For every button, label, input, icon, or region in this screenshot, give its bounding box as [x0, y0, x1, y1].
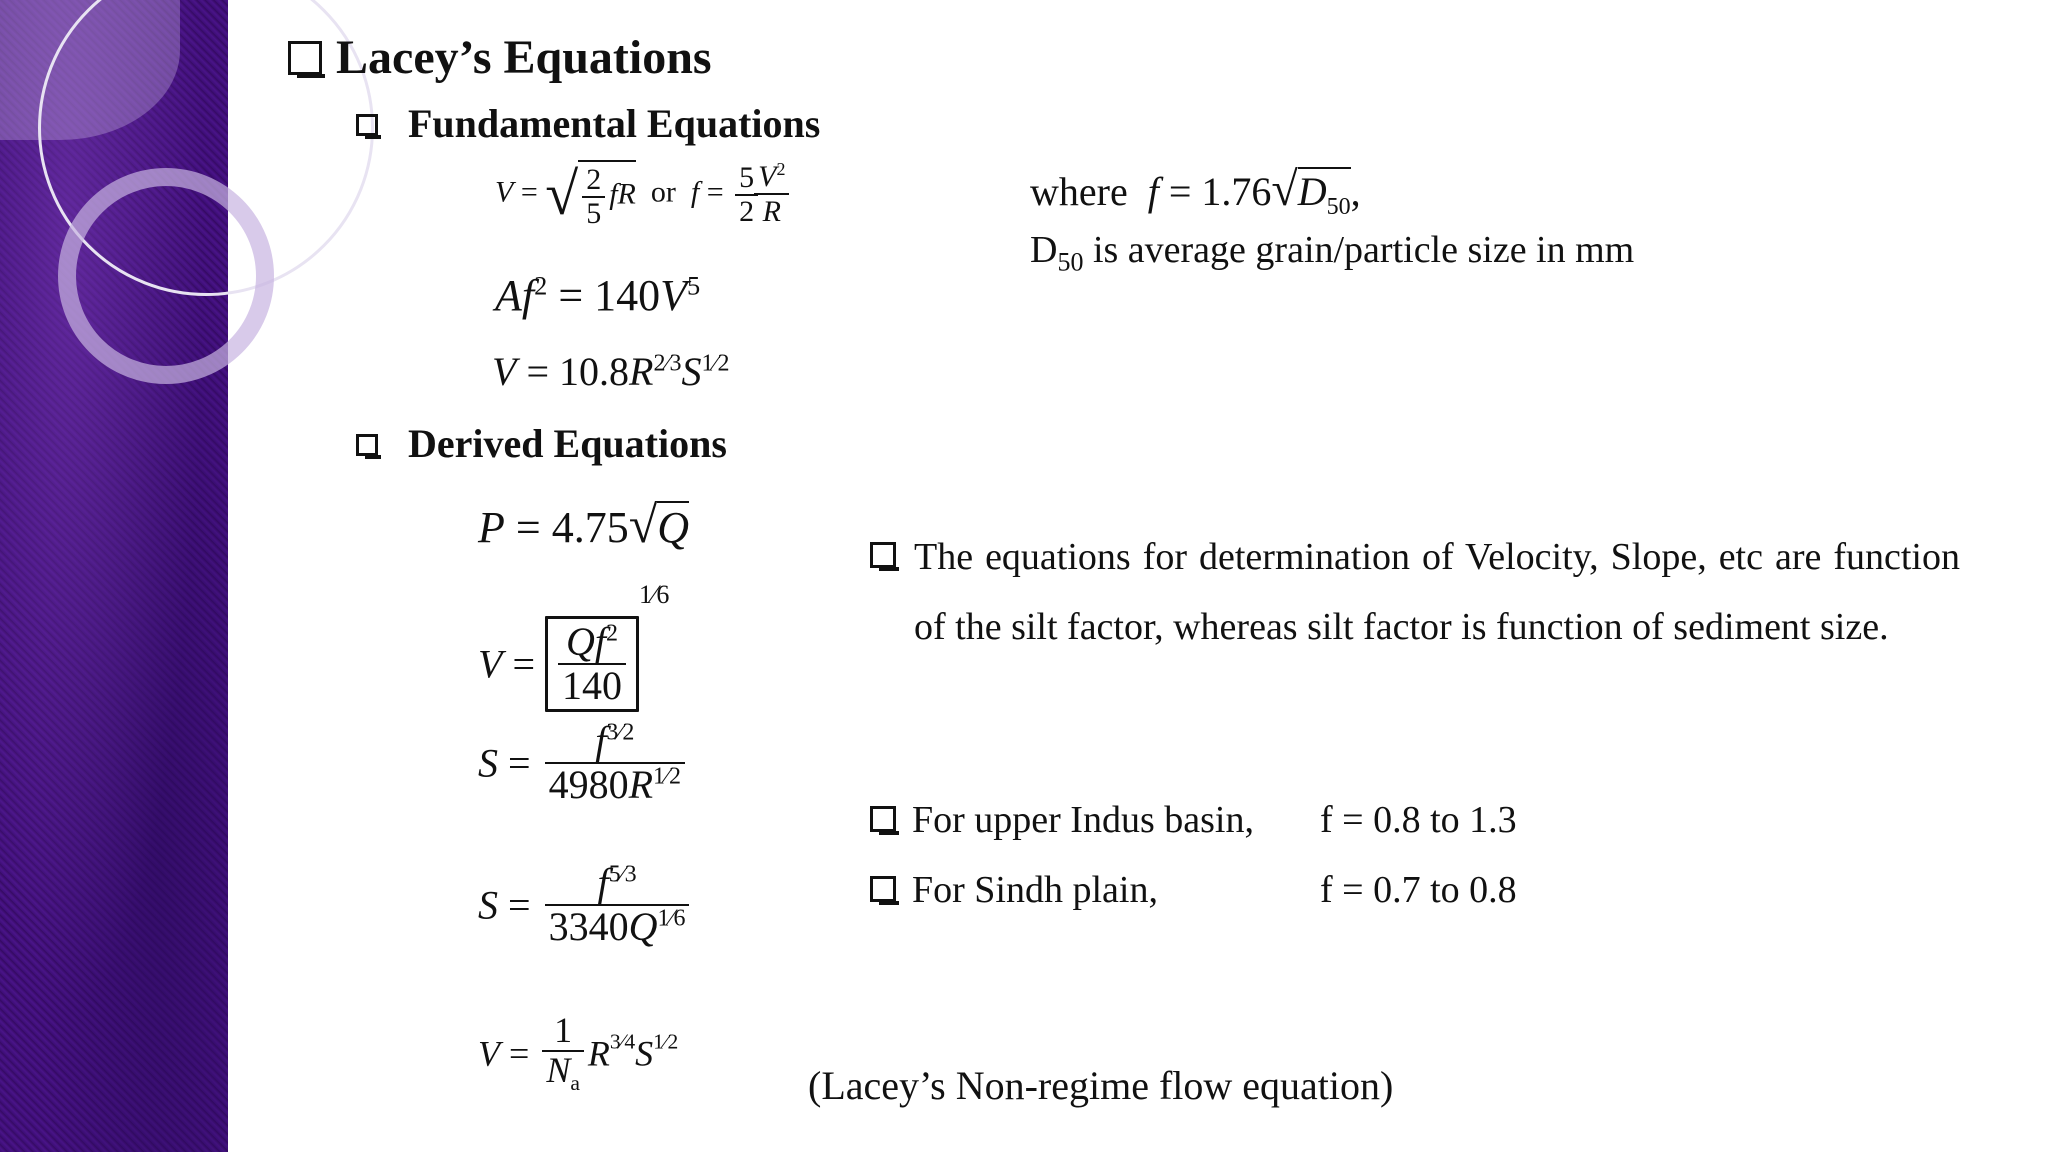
non-regime-label: (Lacey’s Non-regime flow equation)	[808, 1063, 1394, 1108]
checkbox-bullet-icon	[288, 41, 322, 75]
equation-non-regime: V = $\frac{1}{N_a}$ $R^{3⁄4}S^{1⁄2}$	[478, 1010, 679, 1095]
page-title: Lacey’s Equations	[288, 30, 712, 85]
silt-factor-paragraph: The equations for determination of Velocity, Slope, etc are function of the silt factor, whereas silt factor is function of sediment size.	[870, 522, 1960, 662]
checkbox-bullet-icon	[356, 114, 378, 136]
decorative-sidebar	[0, 0, 228, 1152]
range-row: For Sindh plain,	[870, 868, 1158, 912]
equation-velocity-slope: $V = 10.8R^{2⁄3}S^{1⁄2}$	[492, 349, 730, 394]
sqrt-icon: √	[545, 161, 579, 227]
range-value: f = 0.7 to 0.8	[1320, 869, 1517, 911]
sqrt-icon: √	[628, 497, 658, 554]
checkbox-bullet-icon	[870, 876, 896, 902]
equation-area: $Af^2 = 140V^5$	[495, 270, 701, 320]
range-row: For upper Indus basin,	[870, 798, 1254, 842]
equation-perimeter: P = 4.75√Q	[478, 497, 690, 554]
fundamental-heading: Fundamental Equations	[356, 100, 820, 147]
sqrt-icon: √	[1271, 163, 1298, 216]
equation-velocity-derived: V = $\frac{Qf^2}{140}$ $^{1⁄6}$	[478, 580, 669, 712]
derived-heading: Derived Equations	[356, 420, 727, 467]
decorative-ring-small	[58, 168, 274, 384]
d50-description: $D_{50}$ is average grain/particle size in mm	[1030, 229, 1635, 277]
equation-slope-q: S = $\frac{f^{5⁄3}}{3340Q^{1⁄6}}$	[478, 862, 693, 948]
checkbox-bullet-icon	[870, 806, 896, 832]
silt-factor-definition: where $f = 1.76√D_{50}$,	[1030, 163, 1361, 220]
equation-velocity-fundamental: V = √ $\frac{2}{5}$ fR or f = $\frac{5}{2}$ $\frac{V^2}{R}$	[495, 160, 793, 229]
checkbox-bullet-icon	[870, 542, 896, 568]
range-value: f = 0.8 to 1.3	[1320, 799, 1517, 841]
equation-slope-r: S = $\frac{f^{3⁄2}}{4980R^{1⁄2}}$	[478, 720, 689, 806]
checkbox-bullet-icon	[356, 434, 378, 456]
